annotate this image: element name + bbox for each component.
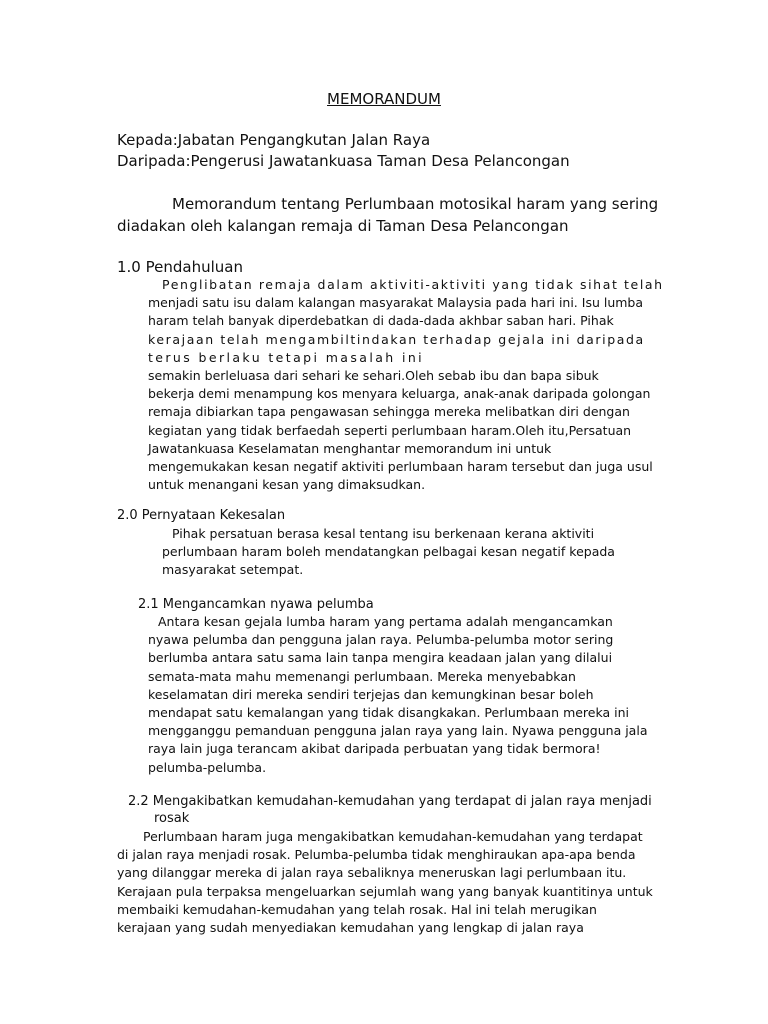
paragraph-line: kegiatan yang tidak berfaedah seperti perlumbaan haram.Oleh itu,Persatuan — [148, 422, 632, 438]
paragraph-line: terus berlaku tetapi masalah ini — [148, 349, 425, 365]
paragraph-line: mengganggu pemanduan pengguna jalan raya yang lain. Nyawa pengguna jala — [148, 723, 648, 739]
paragraph-line: semakin berleluasa dari sehari ke sehari.Oleh sebab ibu dan bapa sibuk — [148, 368, 599, 384]
paragraph-line: Pihak persatuan berasa kesal tentang isu berkenaan kerana aktiviti — [172, 526, 595, 541]
memo-title: MEMORANDUM — [327, 90, 441, 108]
paragraph-line: semata-mata mahu memenangi perlumbaan. Mereka menyebabkan — [148, 668, 576, 684]
section-heading-pendahuluan: 1.0 Pendahuluan — [117, 258, 243, 276]
subsection-heading-kemudahan-rosak: 2.2 Mengakibatkan kemudahan-kemudahan yang terdapat di jalan raya menjadi — [128, 794, 652, 809]
subsection-body-kemudahan-rosak — [117, 828, 653, 937]
paragraph-line: mendapat satu kemalangan yang tidak disangkakan. Perlumbaan mereka ini — [148, 705, 630, 721]
subsection-heading-continuation: rosak — [154, 811, 190, 826]
paragraph-line: masyarakat setempat. — [162, 562, 304, 578]
memo-recipient: Kepada:Jabatan Pengangkutan Jalan Raya — [117, 131, 431, 149]
paragraph-line: haram telah banyak diperdebatkan di dada-dada akhbar saban hari. Pihak — [148, 313, 614, 329]
paragraph-line: bekerja demi menampung kos menyara keluarga, anak-anak daripada golongan — [148, 386, 651, 402]
paragraph-line: Jawatankuasa Keselamatan menghantar memorandum ini untuk — [148, 440, 552, 456]
subject-line: Memorandum tentang Perlumbaan motosikal haram yang sering — [172, 195, 659, 213]
paragraph-line: keselamatan diri mereka sendiri terjejas dan kemungkinan besar boleh — [148, 686, 594, 702]
paragraph-line: di jalan raya menjadi rosak. Pelumba-pelumba tidak menghiraukan apa-apa benda — [117, 847, 636, 863]
paragraph-line: menjadi satu isu dalam kalangan masyarakat Malaysia pada hari ini. Isu lumba — [148, 295, 644, 311]
paragraph-line: pelumba-pelumba. — [148, 759, 267, 775]
section-body-pernyataan-kekesalan — [162, 525, 615, 580]
paragraph-line: membaiki kemudahan-kemudahan yang telah rosak. Hal ini telah merugikan — [117, 901, 597, 917]
paragraph-line: Antara kesan gejala lumba haram yang pertama adalah mengancamkan — [158, 614, 613, 629]
section-body-pendahuluan — [148, 276, 664, 494]
paragraph-line: Penglibatan remaja dalam aktiviti-aktiviti yang tidak sihat telah — [162, 277, 664, 292]
paragraph-line: yang dilanggar mereka di jalan raya sebaliknya meneruskan lagi perlumbaan itu. — [117, 865, 627, 881]
paragraph-line: kerajaan yang sudah menyediakan kemudahan yang lengkap di jalan raya — [117, 920, 584, 936]
paragraph-line: Kerajaan pula terpaksa mengeluarkan sejumlah wang yang banyak kuantitinya untuk — [117, 883, 653, 899]
subsection-heading-ancam-nyawa: 2.1 Mengancamkan nyawa pelumba — [138, 597, 374, 612]
paragraph-line: untuk menangani kesan yang dimaksudkan. — [148, 477, 426, 493]
paragraph-line: Perlumbaan haram juga mengakibatkan kemudahan-kemudahan yang terdapat — [143, 829, 643, 844]
paragraph-line: raya lain juga terancam akibat daripada perbuatan yang tidak bermora! — [148, 741, 601, 757]
subsection-body-ancam-nyawa — [148, 613, 647, 777]
subject-line: diadakan oleh kalangan remaja di Taman Desa Pelancongan — [117, 217, 569, 235]
paragraph-line: mengemukakan kesan negatif aktiviti perlumbaan haram tersebut dan juga usul — [148, 459, 653, 475]
section-heading-pernyataan-kekesalan: 2.0 Pernyataan Kekesalan — [117, 508, 286, 523]
paragraph-line: nyawa pelumba dan pengguna jalan raya. Pelumba-pelumba motor sering — [148, 632, 614, 648]
paragraph-line: berlumba antara satu sama lain tanpa mengira keadaan jalan yang dilalui — [148, 650, 613, 666]
paragraph-line: kerajaan telah mengambiltindakan terhadap gejala ini daripada — [148, 331, 645, 347]
paragraph-line: remaja dibiarkan tapa pengawasan sehingga mereka melibatkan diri dengan — [148, 404, 630, 420]
memo-sender: Daripada:Pengerusi Jawatankuasa Taman Desa Pelancongan — [117, 152, 570, 170]
paragraph-line: perlumbaan haram boleh mendatangkan pelbagai kesan negatif kepada — [162, 544, 615, 560]
